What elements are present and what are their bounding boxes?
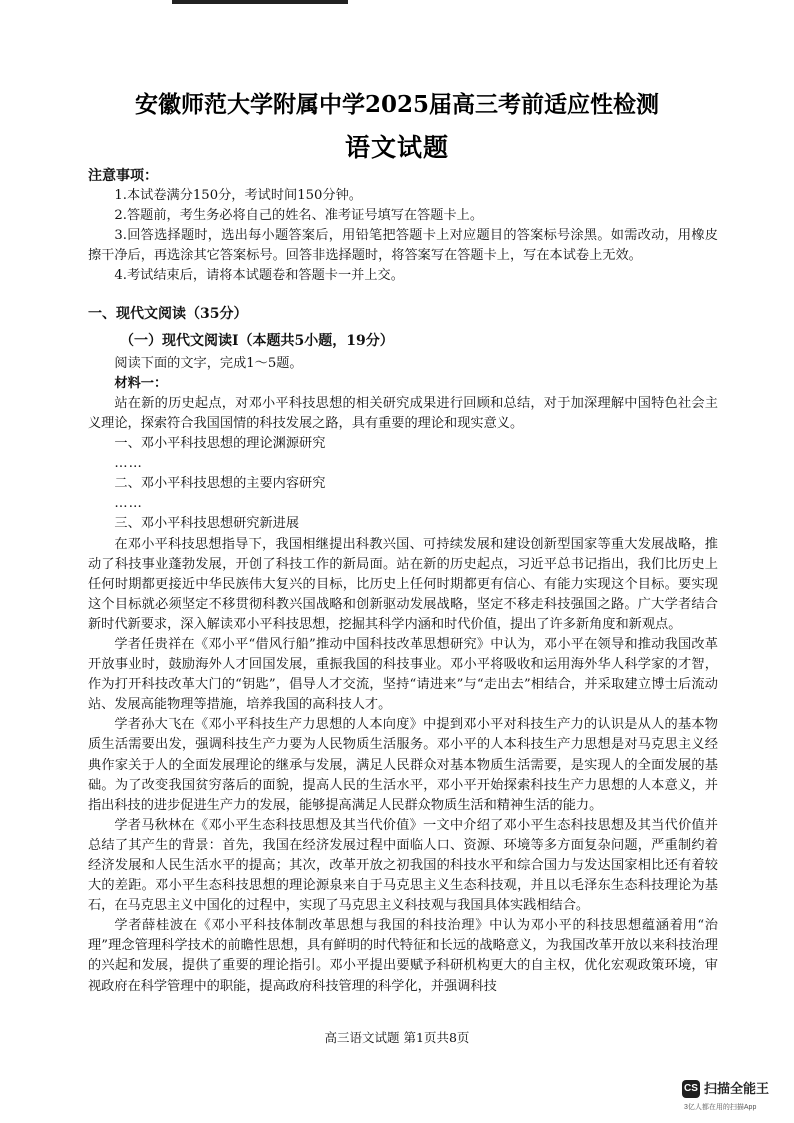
page-content: [88, 166, 718, 997]
watermark-app-name: 扫描全能王: [704, 1081, 770, 1096]
material-label: 材料一：: [114, 375, 168, 391]
part-2-heading: 二、邓小平科技思想的主要内容研究: [114, 476, 326, 492]
notice-item-2: 2.答题前，考生务必将自己的姓名、准考证号填写在答题卡上。: [114, 208, 484, 224]
paragraph-2: 学者任贵祥在《邓小平“借风行船”推动中国科技改革思想研究》中认为，邓小平在领导和推动我国改革开放事业时，鼓励海外人才回国发展，重振我国的科技事业。邓小平将吸收和运用海外华人科学家的才智，作为打开科技改革大门的“钥匙”，倡导人才交流，坚持“请进来”与“走出去”相结合，并采取建立博士后流动站、发展高能物理等措施，培养我国的高科技人才。: [88, 636, 718, 713]
ellipsis-2: ……: [114, 496, 143, 512]
material-intro: 站在新的历史起点，对邓小平科技思想的相关研究成果进行回顾和总结，对于加深理解中国特色社会主义理论，探索符合我国国情的科技发展之路，具有重要的理论和现实意义。: [88, 395, 718, 431]
section-heading: 一、现代文阅读（35分）: [88, 306, 248, 323]
part-1-heading: 一、邓小平科技思想的理论渊源研究: [114, 436, 326, 452]
subsection-heading: （一）现代文阅读Ⅰ（本题共5小题，19分）: [120, 332, 394, 349]
paragraph-5: 学者薛桂波在《邓小平科技体制改革思想与我国的科技治理》中认为邓小平的科技思想蕴涵着用“治理”理念管理科学技术的前瞻性思想，具有鲜明的时代特征和长远的战略意义，为我国改革开放以来科技治理的兴起和发展，提供了重要的理论指引。邓小平提出要赋予科研机构更大的自主权，优化宏观政策环境，审视政府在科学管理中的职能，提高政府科技管理的科学化，并强调科技: [88, 918, 718, 994]
ellipsis-1: ……: [114, 456, 143, 472]
notice-item-4: 4.考试结束后，请将本试题卷和答题卡一并上交。: [114, 268, 404, 284]
exam-subject-title: 语文试题: [344, 133, 449, 162]
exam-title: 安徽师范大学附属中学2025届高三考前适应性检测: [134, 91, 659, 118]
paragraph-4: 学者马秋林在《邓小平生态科技思想及其当代价值》一文中介绍了邓小平生态科技思想及其当代价值并总结了其产生的背景：首先，我国在经济发展过程中面临人口、资源、环境等多方面复杂问题，严重制约着经济发展和人民生活水平的提高；其次，改革开放之初我国的科技水平和综合国力与发达国家相比还有着较大的差距。邓小平生态科技思想的理论源泉来自于马克思主义生态科技观，并且以毛泽东生态科技理论为基石，在马克思主义中国化的过程中，实现了马克思主义科技观与我国具体实践相结合。: [88, 817, 718, 914]
camscanner-icon: CS: [682, 1080, 700, 1098]
part-3-heading: 三、邓小平科技思想研究新进展: [114, 516, 300, 532]
notice-heading: 注意事项：: [88, 168, 158, 184]
watermark-tagline: 3亿人都在用的扫描App: [684, 1104, 757, 1111]
scan-edge-mark: [172, 0, 348, 4]
paragraph-3: 学者孙大飞在《邓小平科技生产力思想的人本向度》中提到邓小平对科技生产力的认识是从人的基本物质生活需要出发，强调科技生产力要为人民物质生活服务。邓小平的人本科技生产力思想是对马克思主义经典作家关于人的全面发展理论的继承与发展，满足人民群众对基本物质生活需要，是实现人的全面发展的基础。为了改变我国贫穷落后的面貌，提高人民的生活水平，邓小平开始探索科技生产力思想的人本意义，并指出科技的进步促进生产力的发展，能够提高满足人民群众物质生活和精神生活的能力。: [88, 717, 718, 813]
page-footer: 高三语文试题 第1页共8页: [324, 1030, 470, 1045]
paragraph-1: 在邓小平科技思想指导下，我国相继提出科教兴国、可持续发展和建设创新型国家等重大发展战略，推动了科技事业蓬勃发展，开创了科技工作的新局面。站在新的历史起点，习近平总书记指出，我们比历史上任何时期都更接近中华民族伟大复兴的目标，比历史上任何时期都更有信心、有能力实现这个目标。要实现这个目标就必须坚定不移贯彻科教兴国战略和创新驱动发展战略，坚定不移走科技强国之路。广大学者结合新时代新要求，深入解读邓小平科技思想，挖掘其科学内涵和时代价值，提出了许多新角度和新观点。: [88, 536, 718, 632]
scanner-watermark: [680, 1078, 790, 1118]
notice-item-1: 1.本试卷满分150分，考试时间150分钟。: [114, 188, 362, 203]
reading-instruction: 阅读下面的文字，完成1～5题。: [114, 355, 303, 371]
notice-item-3: 3.回答选择题时，选出每小题答案后，用铅笔把答题卡上对应题目的答案标号涂黑。如需改动，用橡皮擦干净后，再选涂其它答案标号。回答非选择题时，将答案写在答题卡上，写在本试卷上无效。: [88, 228, 718, 264]
